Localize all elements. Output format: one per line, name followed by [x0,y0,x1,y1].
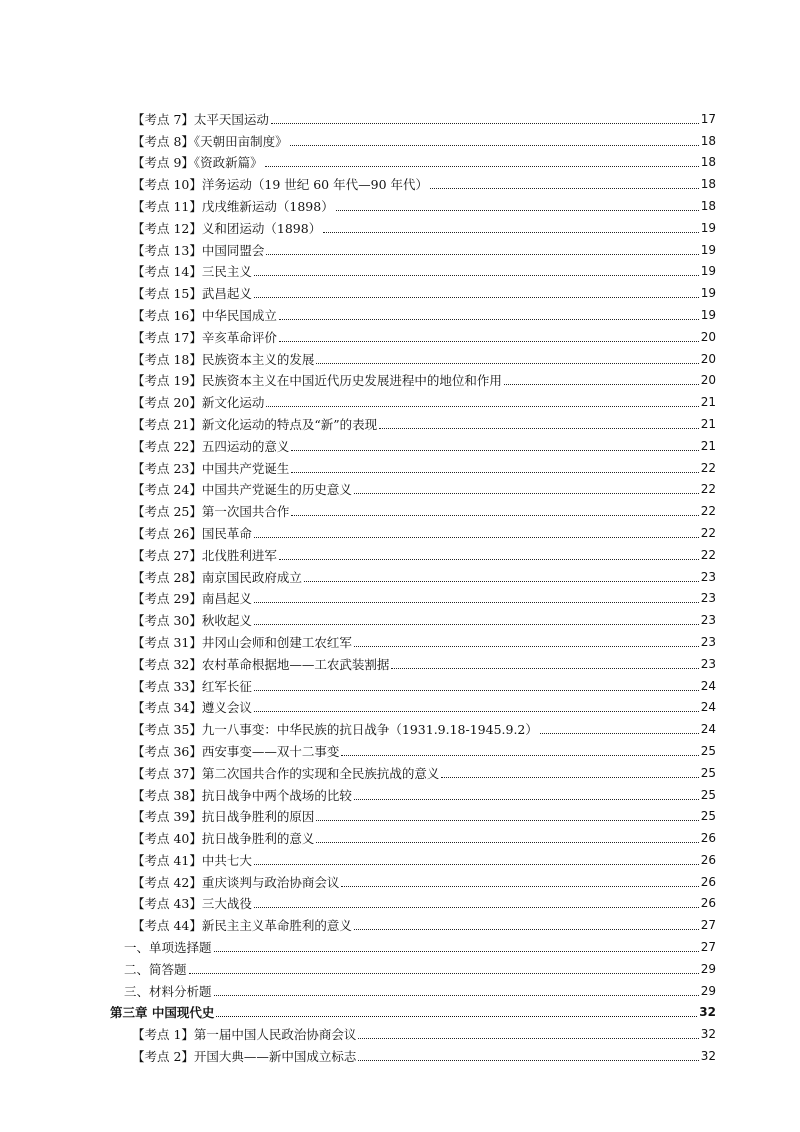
toc-entry[interactable] [110,367,716,389]
toc-entry[interactable] [110,715,716,737]
toc-entry-page: 20 [700,351,716,366]
toc-dot-leader [304,581,699,582]
toc-entry-page: 22 [700,482,716,497]
toc-entry-page: 23 [700,613,716,628]
toc-entry-page: 32 [700,1027,716,1042]
toc-entry[interactable] [110,606,716,628]
toc-entry[interactable] [110,781,716,803]
toc-entry-title: 二、简答题 [124,961,187,977]
toc-entry-title: 【考点 17】辛亥革命评价 [132,329,277,345]
toc-entry[interactable] [110,933,716,955]
toc-entry[interactable] [110,541,716,563]
toc-entry-page: 27 [700,918,716,933]
toc-entry[interactable] [110,955,716,977]
toc-entry[interactable] [110,519,716,541]
toc-dot-leader [354,493,699,494]
toc-entry-title: 【考点 42】重庆谈判与政治协商会议 [132,874,340,890]
toc-entry-page: 17 [700,111,716,126]
toc-entry-title: 【考点 31】井冈山会师和创建工农红军 [132,634,352,650]
toc-entry[interactable] [110,345,716,367]
toc-entry-page: 24 [700,722,716,737]
toc-entry[interactable] [110,694,716,716]
toc-entry-title: 【考点 11】戊戌维新运动（1898） [132,198,334,214]
toc-entry-page: 24 [700,678,716,693]
toc-entry-page: 32 [700,1049,716,1064]
toc-dot-leader [214,995,699,996]
toc-entry-page: 27 [700,940,716,955]
toc-entry[interactable] [110,301,716,323]
toc-entry-page: 19 [700,242,716,257]
toc-entry-title: 【考点 25】第一次国共合作 [132,504,290,520]
toc-dot-leader [254,537,699,538]
toc-entry[interactable] [110,236,716,258]
toc-entry-page: 22 [700,504,716,519]
toc-dot-leader [214,951,699,952]
toc-entry[interactable] [110,585,716,607]
toc-entry-title: 【考点 41】中共七大 [132,852,252,868]
toc-entry[interactable] [110,105,716,127]
toc-entry-title: 【考点 28】南京国民政府成立 [132,569,302,585]
toc-entry-page: 26 [700,831,716,846]
toc-entry-title: 【考点 38】抗日战争中两个战场的比较 [132,787,352,803]
toc-entry-title: 【考点 7】太平天国运动 [132,111,269,127]
toc-dot-leader [189,973,699,974]
toc-entry-title: 【考点 21】新文化运动的特点及“新”的表现 [132,416,378,432]
toc-entry-page: 18 [700,177,716,192]
toc-entry-title: 【考点 36】西安事变——双十二事变 [132,743,340,759]
toc-entry-page: 22 [700,547,716,562]
toc-entry[interactable] [110,127,716,149]
toc-dot-leader [540,733,699,734]
toc-entry-title: 【考点 33】红军长征 [132,678,252,694]
toc-entry[interactable] [110,476,716,498]
toc-entry-page: 22 [700,460,716,475]
toc-dot-leader [254,907,699,908]
toc-entry-page: 32 [699,1005,716,1020]
toc-entry[interactable] [110,410,716,432]
toc-entry[interactable] [110,497,716,519]
toc-dot-leader [291,515,698,516]
toc-entry[interactable] [110,824,716,846]
toc-entry-page: 19 [700,307,716,322]
toc-entry[interactable] [110,911,716,933]
toc-dot-leader [279,341,699,342]
toc-entry[interactable] [110,214,716,236]
toc-entry-title: 【考点 12】义和团运动（1898） [132,220,322,236]
toc-chapter-heading[interactable] [110,999,716,1021]
toc-entry-title: 【考点 14】三民主义 [132,264,252,280]
toc-entry[interactable] [110,1020,716,1042]
toc-entry-title: 【考点 15】武昌起义 [132,286,252,302]
toc-entry[interactable] [110,737,716,759]
toc-entry-page: 23 [700,656,716,671]
toc-entry-page: 29 [700,961,716,976]
toc-entry[interactable] [110,868,716,890]
toc-dot-leader [254,690,699,691]
toc-entry[interactable] [110,563,716,585]
toc-entry-page: 18 [700,133,716,148]
toc-entry-page: 19 [700,220,716,235]
toc-dot-leader [316,363,698,364]
toc-dot-leader [265,166,699,167]
toc-dot-leader [354,646,699,647]
toc-entry-title: 【考点 10】洋务运动（19 世纪 60 年代—90 年代） [132,177,428,193]
toc-entry[interactable] [110,890,716,912]
toc-dot-leader [341,886,698,887]
toc-entry-title: 【考点 19】民族资本主义在中国近代历史发展进程中的地位和作用 [132,373,502,389]
toc-entry[interactable] [110,1042,716,1064]
toc-entry-page: 26 [700,896,716,911]
toc-entry-title: 【考点 34】遵义会议 [132,700,252,716]
toc-entry-page: 26 [700,874,716,889]
toc-dot-leader [354,799,699,800]
toc-dot-leader [379,428,699,429]
toc-entry-page: 25 [700,787,716,802]
toc-entry-page: 25 [700,765,716,780]
toc-dot-leader [291,472,698,473]
toc-entry[interactable] [110,977,716,999]
toc-entry-title: 【考点 30】秋收起义 [132,613,252,629]
toc-entry-title: 【考点 18】民族资本主义的发展 [132,351,315,367]
toc-entry-page: 29 [700,983,716,998]
toc-dot-leader [266,254,698,255]
toc-entry-page: 18 [700,198,716,213]
toc-entry[interactable] [110,432,716,454]
toc-entry[interactable] [110,803,716,825]
toc-entry[interactable] [110,149,716,171]
toc-dot-leader [254,275,699,276]
toc-entry-title: 三、材料分析题 [124,983,212,999]
toc-dot-leader [290,145,699,146]
toc-entry[interactable] [110,323,716,345]
toc-dot-leader [271,123,699,124]
toc-dot-leader [266,406,698,407]
toc-entry-title: 【考点 16】中华民国成立 [132,307,277,323]
toc-entry[interactable] [110,650,716,672]
toc-entry-page: 26 [700,852,716,867]
toc-entry-title: 【考点 37】第二次国共合作的实现和全民族抗战的意义 [132,765,440,781]
toc-entry-page: 25 [700,809,716,824]
toc-entry-title: 【考点 20】新文化运动 [132,395,265,411]
toc-entry-page: 19 [700,286,716,301]
toc-entry-title: 【考点 1】第一届中国人民政治协商会议 [132,1027,357,1043]
toc-entry-title: 【考点 26】国民革命 [132,525,252,541]
toc-entry-title: 【考点 23】中国共产党诞生 [132,460,290,476]
toc-dot-leader [358,1038,698,1039]
toc-entry[interactable] [110,759,716,781]
toc-entry-title: 【考点 8】《天朝田亩制度》 [132,133,288,149]
toc-entry-page: 18 [700,155,716,170]
toc-entry[interactable] [110,846,716,868]
toc-entry-title: 【考点 13】中国同盟会 [132,242,265,258]
toc-entry-page: 25 [700,743,716,758]
toc-entry-title: 一、单项选择题 [124,940,212,956]
toc-dot-leader [254,624,699,625]
toc-dot-leader [441,777,698,778]
toc-entry[interactable] [110,258,716,280]
toc-dot-leader [254,297,699,298]
toc-entry-page: 21 [700,438,716,453]
toc-entry-page: 23 [700,634,716,649]
toc-dot-leader [358,1060,698,1061]
table-of-contents [110,105,716,1064]
toc-dot-leader [316,820,698,821]
toc-dot-leader [504,384,699,385]
toc-dot-leader [279,559,699,560]
toc-dot-leader [336,210,699,211]
toc-dot-leader [216,1016,697,1017]
toc-entry-title: 【考点 43】三大战役 [132,896,252,912]
toc-entry-page: 20 [700,373,716,388]
toc-entry-page: 21 [700,416,716,431]
toc-dot-leader [316,842,698,843]
toc-entry[interactable] [110,192,716,214]
toc-entry-title: 【考点 39】抗日战争胜利的原因 [132,809,315,825]
toc-dot-leader [391,668,698,669]
toc-entry-title: 【考点 22】五四运动的意义 [132,438,290,454]
toc-entry-page: 22 [700,525,716,540]
toc-entry[interactable] [110,279,716,301]
toc-entry-title: 【考点 29】南昌起义 [132,591,252,607]
toc-entry-title: 【考点 2】开国大典——新中国成立标志 [132,1049,357,1065]
toc-entry-title: 【考点 44】新民主主义革命胜利的意义 [132,918,352,934]
toc-entry-page: 23 [700,569,716,584]
toc-entry[interactable] [110,628,716,650]
toc-entry[interactable] [110,454,716,476]
toc-entry-title: 【考点 9】《资政新篇》 [132,155,263,171]
toc-entry-page: 19 [700,264,716,279]
toc-entry-title: 【考点 40】抗日战争胜利的意义 [132,831,315,847]
toc-dot-leader [430,188,699,189]
toc-dot-leader [341,755,698,756]
toc-dot-leader [254,602,699,603]
toc-dot-leader [323,232,699,233]
toc-dot-leader [254,711,699,712]
toc-entry[interactable] [110,388,716,410]
toc-entry-title: 第三章 中国现代史 [110,1005,215,1021]
toc-entry-title: 【考点 24】中国共产党诞生的历史意义 [132,482,352,498]
toc-dot-leader [279,319,699,320]
toc-entry[interactable] [110,170,716,192]
toc-dot-leader [291,450,698,451]
toc-entry-page: 20 [700,329,716,344]
toc-dot-leader [254,864,699,865]
toc-dot-leader [354,929,699,930]
toc-entry-title: 【考点 27】北伐胜利进军 [132,547,277,563]
toc-entry[interactable] [110,672,716,694]
toc-entry-page: 23 [700,591,716,606]
toc-entry-page: 24 [700,700,716,715]
toc-entry-page: 21 [700,395,716,410]
toc-entry-title: 【考点 35】九一八事变：中华民族的抗日战争（1931.9.18-1945.9.2） [132,722,538,738]
toc-entry-title: 【考点 32】农村革命根据地——工农武装割据 [132,656,390,672]
